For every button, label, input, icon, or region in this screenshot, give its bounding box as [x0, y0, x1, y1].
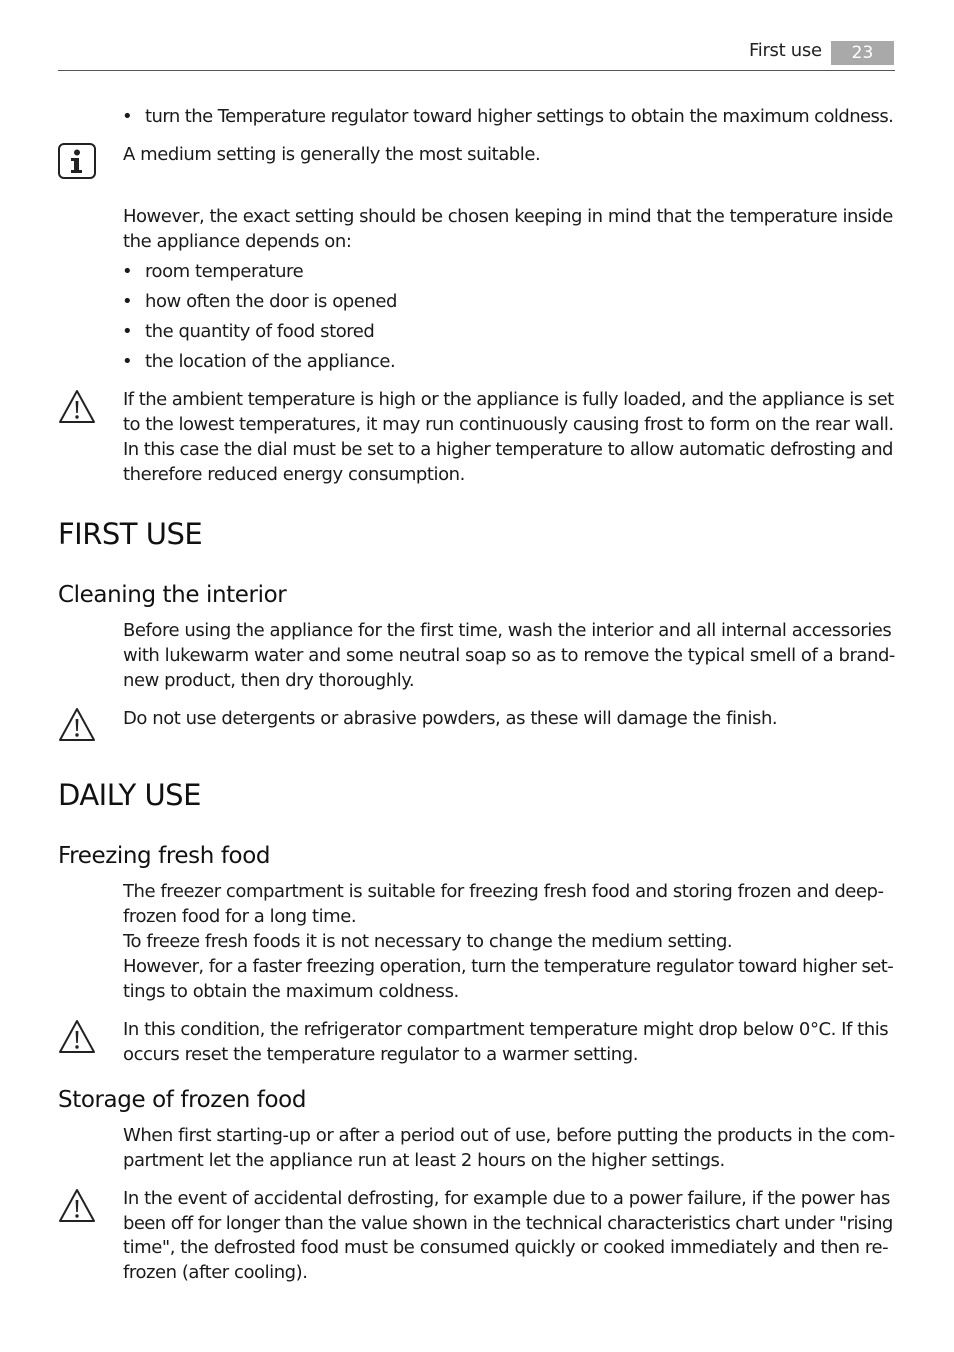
- warning-condition-line-1: In this condition, the refrigerator compartment temperature might drop below 0°C. If this: [123, 1019, 889, 1040]
- however-line-1: However, the exact setting should be chosen keeping in mind that the temperature inside: [123, 206, 893, 227]
- page-number-badge: 23: [831, 41, 894, 65]
- warning-defrost-line-2: been off for longer than the value shown in the technical characteristics chart under "rising: [123, 1213, 893, 1234]
- heading-freezing-fresh-food: Freezing fresh food: [58, 843, 271, 869]
- cleaning-line-3: new product, then dry thoroughly.: [123, 670, 415, 691]
- bullet-max-coldness: turn the Temperature regulator toward higher settings to obtain the maximum coldness.: [145, 106, 894, 127]
- freezing-line-3: To freeze fresh foods it is not necessary to change the medium setting.: [123, 931, 733, 952]
- bullet-dot: •: [122, 291, 133, 312]
- warning-ambient-line-4: therefore reduced energy consumption.: [123, 464, 465, 485]
- warning-icon: [57, 1018, 97, 1056]
- bullet-dot: •: [122, 106, 133, 127]
- factor-item: the location of the appliance.: [145, 351, 396, 372]
- warning-icon: [57, 388, 97, 426]
- cleaning-line-2: with lukewarm water and some neutral soap so as to remove the typical smell of a brand-: [123, 645, 895, 666]
- factor-item: the quantity of food stored: [145, 321, 375, 342]
- storage-line-1: When first starting-up or after a period out of use, before putting the products in the com-: [123, 1125, 895, 1146]
- warning-ambient-line-2: to the lowest temperatures, it may run continuously causing frost to form on the rear wall.: [123, 414, 894, 435]
- warning-condition-line-2: occurs reset the temperature regulator to a warmer setting.: [123, 1044, 638, 1065]
- heading-first-use: FIRST USE: [58, 517, 203, 551]
- warning-ambient-line-3: In this case the dial must be set to a higher temperature to allow automatic defrosting and: [123, 439, 893, 460]
- info-note-text: A medium setting is generally the most suitable.: [123, 144, 541, 165]
- freezing-line-2: frozen food for a long time.: [123, 906, 357, 927]
- warning-defrost-line-4: frozen (after cooling).: [123, 1262, 308, 1283]
- warning-icon: [57, 1187, 97, 1225]
- heading-cleaning-interior: Cleaning the interior: [58, 582, 287, 608]
- freezing-line-4: However, for a faster freezing operation, turn the temperature regulator toward higher set-: [123, 956, 894, 977]
- warning-icon: [57, 706, 97, 744]
- warning-defrost-line-3: time", the defrosted food must be consumed quickly or cooked immediately and then re-: [123, 1237, 889, 1258]
- heading-daily-use: DAILY USE: [58, 778, 201, 812]
- running-header-section: First use: [749, 40, 822, 61]
- bullet-dot: •: [122, 321, 133, 342]
- however-line-2: the appliance depends on:: [123, 231, 352, 252]
- warning-defrost-line-1: In the event of accidental defrosting, for example due to a power failure, if the power has: [123, 1188, 890, 1209]
- header-rule: [58, 70, 895, 71]
- bullet-dot: •: [122, 261, 133, 282]
- storage-line-2: partment let the appliance run at least 2 hours on the higher settings.: [123, 1150, 725, 1171]
- factor-item: room temperature: [145, 261, 304, 282]
- factor-item: how often the door is opened: [145, 291, 397, 312]
- heading-storage-frozen-food: Storage of frozen food: [58, 1087, 307, 1113]
- bullet-dot: •: [122, 351, 133, 372]
- cleaning-line-1: Before using the appliance for the first time, wash the interior and all internal accessories: [123, 620, 892, 641]
- warning-detergents: Do not use detergents or abrasive powders, as these will damage the finish.: [123, 708, 778, 729]
- freezing-line-5: tings to obtain the maximum coldness.: [123, 981, 459, 1002]
- freezing-line-1: The freezer compartment is suitable for freezing fresh food and storing frozen and deep-: [123, 881, 884, 902]
- warning-ambient-line-1: If the ambient temperature is high or the appliance is fully loaded, and the appliance is set: [123, 389, 894, 410]
- info-icon: [57, 142, 97, 180]
